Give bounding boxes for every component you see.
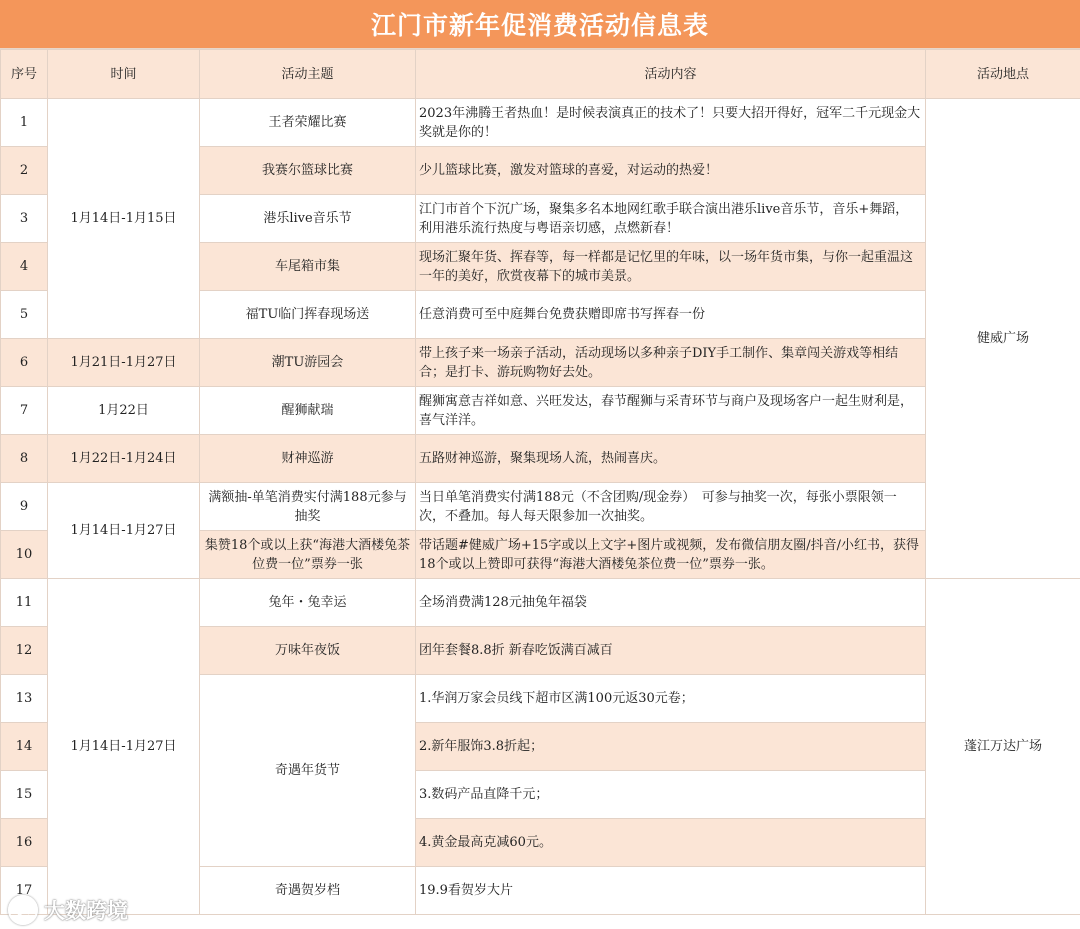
row-time: 1月14日-1月27日 — [48, 579, 200, 915]
row-theme: 潮TU游园会 — [200, 339, 416, 387]
header-time: 时间 — [48, 50, 200, 99]
row-theme: 王者荣耀比赛 — [200, 99, 416, 147]
watermark — [8, 895, 128, 925]
row-content: 全场消费满128元抽兔年福袋 — [416, 579, 926, 627]
row-time: 1月21日-1月27日 — [48, 339, 200, 387]
row-location: 蓬江万达广场 — [926, 579, 1080, 915]
header-theme: 活动主题 — [200, 50, 416, 99]
row-no: 4 — [1, 243, 48, 291]
row-content: 醒狮寓意吉祥如意、兴旺发达，春节醒狮与采青环节与商户及现场客户一起生财利是，喜气洋洋。 — [416, 387, 926, 435]
row-no: 6 — [1, 339, 48, 387]
row-theme: 万味年夜饭 — [200, 627, 416, 675]
row-no: 8 — [1, 435, 48, 483]
page-title: 江门市新年促消费活动信息表 — [0, 0, 1080, 49]
row-no: 9 — [1, 483, 48, 531]
row-no: 15 — [1, 771, 48, 819]
row-time: 1月22日-1月24日 — [48, 435, 200, 483]
row-content: 1.华润万家会员线下超市区满100元返30元卷； — [416, 675, 926, 723]
row-content: 江门市首个下沉广场，聚集多名本地网红歌手联合演出港乐live音乐节，音乐+舞蹈，利用港乐流行热度与粤语亲切感，点燃新春！ — [416, 195, 926, 243]
header-content: 活动内容 — [416, 50, 926, 99]
table-row — [1, 99, 1080, 147]
row-content: 团年套餐8.8折 新春吃饭满百减百 — [416, 627, 926, 675]
row-no: 5 — [1, 291, 48, 339]
header-no: 序号 — [1, 50, 48, 99]
row-time: 1月22日 — [48, 387, 200, 435]
row-theme: 港乐live音乐节 — [200, 195, 416, 243]
row-content: 带话题#健威广场+15字或以上文字+图片或视频，发布微信朋友圈/抖音/小红书，获得18个或以上赞即可获得“海港大酒楼兔茶位费一位”票券一张。 — [416, 531, 926, 579]
row-content: 少儿篮球比赛，激发对篮球的喜爱，对运动的热爱！ — [416, 147, 926, 195]
row-content: 任意消费可至中庭舞台免费获赠即席书写挥春一份 — [416, 291, 926, 339]
row-theme: 满额抽-单笔消费实付满188元参与抽奖 — [200, 483, 416, 531]
row-location: 健威广场 — [926, 99, 1080, 579]
row-no: 17 — [1, 867, 48, 915]
row-content: 五路财神巡游，聚集现场人流，热闹喜庆。 — [416, 435, 926, 483]
row-theme: 财神巡游 — [200, 435, 416, 483]
row-content: 4.黄金最高克减60元。 — [416, 819, 926, 867]
row-theme: 福TU临门挥春现场送 — [200, 291, 416, 339]
table-row — [1, 483, 1080, 531]
row-no: 1 — [1, 99, 48, 147]
table-row — [1, 387, 1080, 435]
row-content: 现场汇聚年货、挥春等，每一样都是记忆里的年味，以一场年货市集，与你一起重温这一年的美好，欣赏夜幕下的城市美景。 — [416, 243, 926, 291]
row-theme: 我赛尔篮球比赛 — [200, 147, 416, 195]
row-no: 16 — [1, 819, 48, 867]
watermark-text: 大数跨境 — [44, 899, 128, 923]
header-location: 活动地点 — [926, 50, 1080, 99]
row-content: 2.新年服饰3.8折起； — [416, 723, 926, 771]
row-no: 3 — [1, 195, 48, 243]
row-content: 19.9看贺岁大片 — [416, 867, 926, 915]
row-theme: 兔年・兔幸运 — [200, 579, 416, 627]
row-no: 12 — [1, 627, 48, 675]
row-content: 2023年沸腾王者热血！是时候表演真正的技术了！只要大招开得好，冠军二千元现金大奖就是你的！ — [416, 99, 926, 147]
row-theme: 奇遇贺岁档 — [200, 867, 416, 915]
row-no: 13 — [1, 675, 48, 723]
row-no: 2 — [1, 147, 48, 195]
table-header-row — [1, 50, 1080, 99]
row-content: 3.数码产品直降千元； — [416, 771, 926, 819]
table-row — [1, 435, 1080, 483]
row-no: 11 — [1, 579, 48, 627]
row-time: 1月14日-1月15日 — [48, 99, 200, 339]
row-theme: 醒狮献瑞 — [200, 387, 416, 435]
row-content: 当日单笔消费实付满188元（不含团购/现金券） 可参与抽奖一次，每张小票限领一次，不叠加。每人每天限参加一次抽奖。 — [416, 483, 926, 531]
row-theme: 集赞18个或以上获“海港大酒楼兔茶位费一位”票券一张 — [200, 531, 416, 579]
activity-table — [0, 49, 1080, 915]
row-theme: 车尾箱市集 — [200, 243, 416, 291]
row-theme: 奇遇年货节 — [200, 675, 416, 867]
row-no: 10 — [1, 531, 48, 579]
watermark-logo-icon — [8, 895, 38, 925]
table-row — [1, 579, 1080, 627]
table-row — [1, 339, 1080, 387]
row-no: 14 — [1, 723, 48, 771]
row-content: 带上孩子来一场亲子活动，活动现场以多种亲子DIY手工制作、集章闯关游戏等相结合；是打卡、游玩购物好去处。 — [416, 339, 926, 387]
row-no: 7 — [1, 387, 48, 435]
row-time: 1月14日-1月27日 — [48, 483, 200, 579]
